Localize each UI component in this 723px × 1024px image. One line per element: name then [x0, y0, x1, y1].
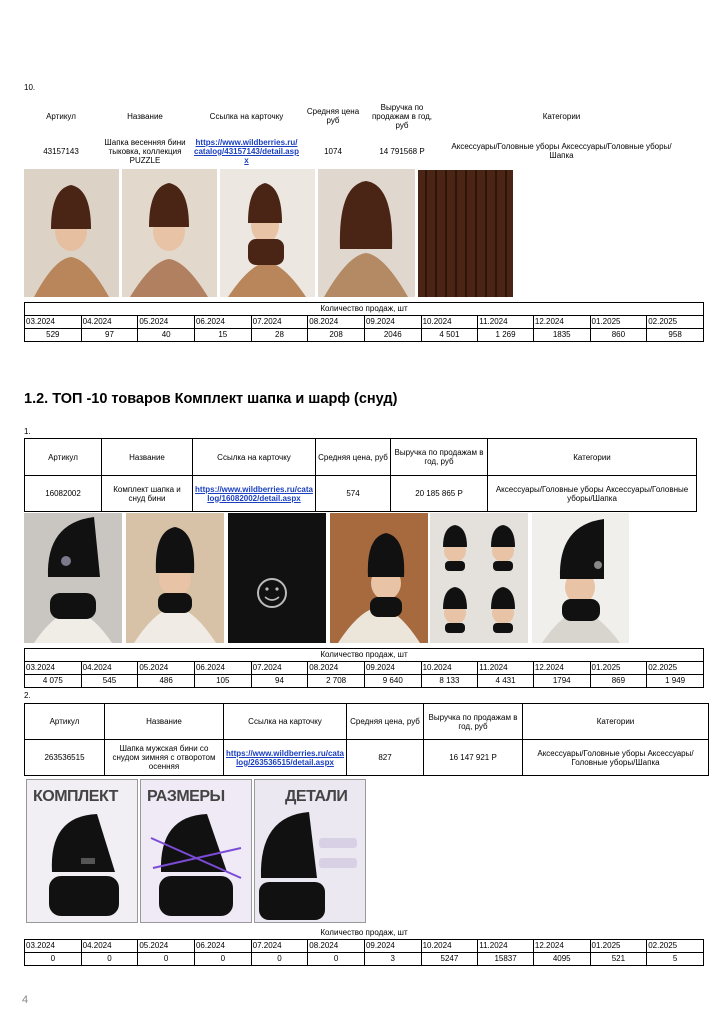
month-cell: 04.2024 [81, 662, 138, 675]
product-photo-logo [228, 513, 326, 643]
product-table [24, 703, 709, 776]
item-number: 1. [24, 427, 31, 436]
month-cell: 07.2024 [251, 316, 308, 329]
section-heading: 1.2. ТОП -10 товаров Комплект шапка и шарф (снуд) [24, 391, 398, 407]
month-cell: 09.2024 [364, 662, 421, 675]
sales-value: 4 501 [421, 329, 478, 342]
sales-value: 3 [364, 953, 421, 966]
month-cell: 09.2024 [364, 940, 421, 953]
cell-categories: Аксессуары/Головные уборы Аксессуары/Головные уборы/Шапка [488, 476, 697, 512]
cell-price: 1074 [324, 146, 342, 156]
sales-value: 2046 [364, 329, 421, 342]
header-categories: Категории [542, 111, 581, 121]
header-article: Артикул [25, 704, 105, 740]
cell-price: 827 [347, 740, 424, 776]
month-cell: 10.2024 [421, 940, 478, 953]
sales-value: 15837 [478, 953, 534, 966]
month-cell: 10.2024 [421, 316, 478, 329]
sales-value: 521 [590, 953, 647, 966]
sales-value: 0 [194, 953, 251, 966]
sales-table [24, 648, 704, 688]
cell-categories: Аксессуары/Головные уборы Аксессуары/Головные уборы/Шапка [523, 740, 709, 776]
header-revenue: Выручка по продажам в год, руб [424, 704, 523, 740]
month-cell: 11.2024 [478, 662, 534, 675]
cell-name: Шапка мужская бини со снудом зимняя с отворотом осенняя [105, 740, 224, 776]
product-link[interactable]: https://www.wildberries.ru/catalog/263536515/detail.aspx [226, 748, 344, 767]
month-cell: 10.2024 [421, 662, 478, 675]
header-link: Ссылка на карточку [209, 111, 284, 121]
product-card [140, 779, 252, 923]
sales-value: 28 [251, 329, 308, 342]
sales-value: 860 [590, 329, 647, 342]
month-cell: 03.2024 [25, 662, 82, 675]
month-cell: 07.2024 [251, 940, 308, 953]
month-cell: 01.2025 [590, 316, 647, 329]
cell-article: 263536515 [25, 740, 105, 776]
header-revenue: Выручка по продажам в год, руб [391, 439, 488, 476]
sales-value: 0 [251, 953, 308, 966]
month-cell: 06.2024 [194, 662, 251, 675]
header-name: Название [127, 111, 163, 121]
item-number: 10. [24, 83, 36, 92]
sales-value: 208 [308, 329, 365, 342]
header-categories: Категории [488, 439, 697, 476]
sales-value: 9 640 [364, 675, 421, 688]
product-photo [220, 169, 315, 297]
month-cell: 08.2024 [308, 662, 365, 675]
cell-revenue: 14 791568 Р [379, 146, 425, 156]
cell-name: Шапка весенняя бини тыковка, коллекция PUZZLE [104, 137, 186, 165]
sales-value: 4095 [533, 953, 590, 966]
product-card [26, 779, 138, 923]
product-photo-collage [430, 513, 528, 643]
month-cell: 03.2024 [25, 940, 82, 953]
product-photo [330, 513, 428, 643]
product-table [24, 438, 697, 512]
cell-revenue: 20 185 865 Р [391, 476, 488, 512]
sales-table [24, 302, 704, 342]
card-title: РАЗМЕРЫ [147, 788, 225, 805]
sales-value: 15 [194, 329, 251, 342]
month-cell: 09.2024 [364, 316, 421, 329]
sales-value: 5247 [421, 953, 478, 966]
sales-value: 869 [590, 675, 647, 688]
sales-value: 5 [647, 953, 704, 966]
sales-value: 486 [138, 675, 195, 688]
header-article: Артикул [25, 439, 102, 476]
month-cell: 05.2024 [138, 662, 195, 675]
product-photo [532, 513, 629, 643]
month-cell: 04.2024 [81, 940, 138, 953]
sales-value: 8 133 [421, 675, 478, 688]
product-photo [318, 169, 415, 297]
header-name: Название [102, 439, 193, 476]
month-cell: 12.2024 [533, 316, 590, 329]
sales-value: 94 [251, 675, 308, 688]
sales-value: 0 [81, 953, 138, 966]
sales-value: 0 [308, 953, 365, 966]
sales-value: 0 [138, 953, 195, 966]
month-cell: 02.2025 [647, 662, 704, 675]
sales-table [24, 927, 704, 966]
sales-value: 1835 [533, 329, 590, 342]
cell-article: 16082002 [25, 476, 102, 512]
month-cell: 02.2025 [647, 316, 704, 329]
month-cell: 01.2025 [590, 662, 647, 675]
month-cell: 07.2024 [251, 662, 308, 675]
month-cell: 03.2024 [25, 316, 82, 329]
month-cell: 02.2025 [647, 940, 704, 953]
product-link[interactable]: https://www.wildberries.ru/catalog/43157143/detail.aspx [194, 137, 299, 165]
sales-value: 105 [194, 675, 251, 688]
header-name: Название [105, 704, 224, 740]
cell-price: 574 [316, 476, 391, 512]
item-number: 2. [24, 691, 31, 700]
card-title: ДЕТАЛИ [285, 788, 348, 805]
cell-revenue: 16 147 921 Р [424, 740, 523, 776]
product-photo [24, 169, 119, 297]
header-categories: Категории [523, 704, 709, 740]
month-cell: 11.2024 [478, 940, 534, 953]
sales-value: 545 [81, 675, 138, 688]
header-price: Средняя цена, руб [347, 704, 424, 740]
header-article: Артикул [46, 111, 76, 121]
month-cell: 04.2024 [81, 316, 138, 329]
sales-value: 1 269 [478, 329, 534, 342]
sales-value: 529 [25, 329, 82, 342]
sales-value: 40 [138, 329, 195, 342]
month-cell: 05.2024 [138, 316, 195, 329]
sales-title: Количество продаж, шт [25, 927, 704, 940]
sales-value: 1794 [533, 675, 590, 688]
cell-name: Комплект шапка и снуд бини [102, 476, 193, 512]
cell-article: 43157143 [43, 146, 79, 156]
product-photo [126, 513, 224, 643]
product-photo-closeup [418, 170, 513, 297]
product-photo [122, 169, 217, 297]
page-number: 4 [22, 994, 29, 1006]
month-cell: 08.2024 [308, 940, 365, 953]
month-cell: 05.2024 [138, 940, 195, 953]
sales-value: 4 075 [25, 675, 82, 688]
sales-value: 1 949 [647, 675, 704, 688]
sales-value: 0 [25, 953, 82, 966]
sales-value: 4 431 [478, 675, 534, 688]
month-cell: 12.2024 [533, 940, 590, 953]
card-title: КОМПЛЕКТ [33, 788, 118, 805]
header-price: Средняя цена, руб [316, 439, 391, 476]
month-cell: 06.2024 [194, 940, 251, 953]
product-link[interactable]: https://www.wildberries.ru/catalog/16082002/detail.aspx [195, 484, 313, 503]
header-price: Средняя цена руб [306, 107, 360, 125]
month-cell: 12.2024 [533, 662, 590, 675]
sales-value: 2 708 [308, 675, 365, 688]
month-cell: 08.2024 [308, 316, 365, 329]
cell-categories: Аксессуары/Головные уборы Аксессуары/Головные уборы/Шапка [451, 142, 672, 160]
month-cell: 11.2024 [478, 316, 534, 329]
month-cell: 01.2025 [590, 940, 647, 953]
header-revenue: Выручка по продажам в год, руб [371, 102, 433, 130]
product-card [254, 779, 366, 923]
sales-title: Количество продаж, шт [25, 649, 704, 662]
header-link: Ссылка на карточку [193, 439, 316, 476]
product-photo [24, 513, 122, 643]
sales-value: 958 [647, 329, 704, 342]
sales-value: 97 [81, 329, 138, 342]
product-table [24, 96, 684, 166]
sales-title: Количество продаж, шт [25, 303, 704, 316]
month-cell: 06.2024 [194, 316, 251, 329]
header-link: Ссылка на карточку [224, 704, 347, 740]
